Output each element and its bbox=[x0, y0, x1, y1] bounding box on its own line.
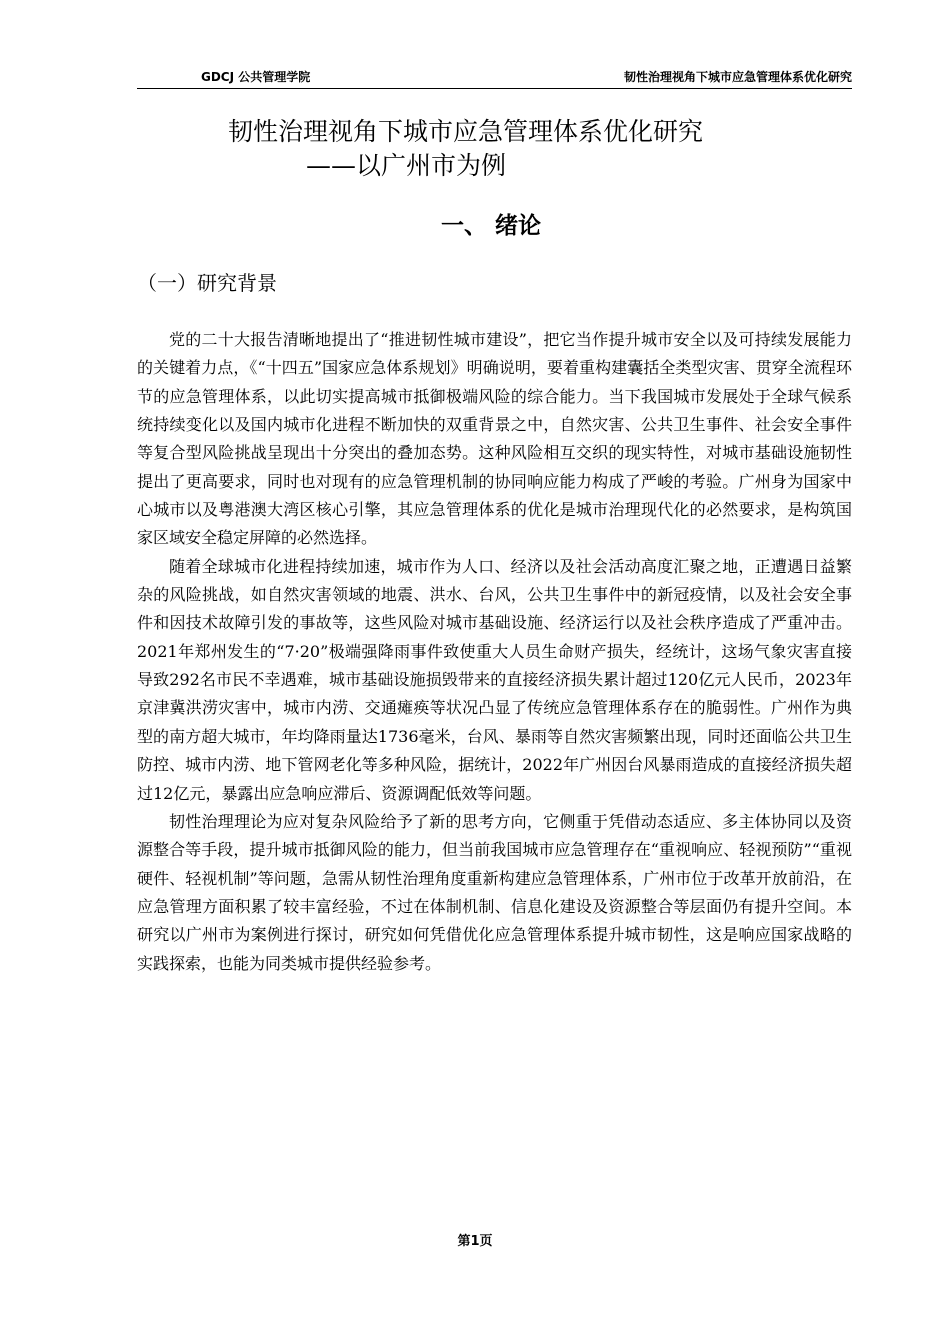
paper-title-main: 韧性治理视角下城市应急管理体系优化研究 bbox=[228, 117, 704, 146]
paper-title-subtitle: ——以广州市为例 bbox=[306, 151, 507, 180]
page-number: 第1页 bbox=[457, 1234, 493, 1249]
chapter-heading-text: 一、 绪论 bbox=[441, 213, 542, 239]
running-header bbox=[137, 66, 852, 89]
paragraph-1: 党的二十大报告清晰地提出了“推进韧性城市建设”，把它当作提升城市安全以及可持续发展能力的关键着力点，《“十四五”国家应急体系规划》明确说明，要着重构建囊括全类型灾害、贯穿全流程环节的应急管理体系，以此切实提高城市抵御极端风险的综合能力。当下我国城市发展处于全球气候系统持续变化以及国内城市化进程不断加快的双重背景之中，自然灾害、公共卫生事件、社会安全事件等复合型风险挑战呈现出十分突出的叠加态势。这种风险相互交织的现实特性，对城市基础设施韧性提出了更高要求，同时也对现有的应急管理机制的协同响应能力构成了严峻的考验。广州身为国家中心城市以及粤港澳大湾区核心引擎，其应急管理体系的优化是城市治理现代化的必然要求，是构筑国家区域安全稳定屏障的必然选择。 bbox=[137, 330, 852, 548]
header-paper-title: 韧性治理视角下城市应急管理体系优化研究 bbox=[623, 70, 852, 84]
body-text bbox=[137, 326, 852, 978]
paragraph-3: 韧性治理理论为应对复杂风险给予了新的思考方向，它侧重于凭借动态适应、多主体协同以及资源整合等手段，提升城市抵御风险的能力，但当前我国城市应急管理存在“重视响应、轻视预防”“重视硬件、轻视机制”等问题，急需从韧性治理角度重新构建应急管理体系，广州市位于改革开放前沿，在应急管理方面积累了较丰富经验，不过在体制机制、信息化建设及资源整合等层面仍有提升空间。本研究以广州市为案例进行探讨，研究如何凭借优化应急管理体系提升城市韧性，这是响应国家战略的实践探索，也能为同类城市提供经验参考。 bbox=[137, 811, 852, 973]
section-heading: （一）研究背景 bbox=[137, 271, 277, 295]
header-institution: GDCJ 公共管理学院 bbox=[201, 70, 311, 84]
paragraph-2: 随着全球城市化进程持续加速，城市作为人口、经济以及社会活动高度汇聚之地，正遭遇日益繁杂的风险挑战，如自然灾害领域的地震、洪水、台风，公共卫生事件中的新冠疫情，以及社会安全事件和因技术故障引发的事故等，这些风险对城市基础设施、经济运行以及社会秩序造成了严重冲击。2021年郑州发生的“7·20”极端强降雨事件致使重大人员生命财产损失，经统计，这场气象灾害直接导致292名市民不幸遇难，城市基础设施损毁带来的直接经济损失累计超过120亿元人民币，2023年京津冀洪涝灾害中，城市内涝、交通瘫痪等状况凸显了传统应急管理体系存在的脆弱性。广州作为典型的南方超大城市，年均降雨量达1736毫米，台风、暴雨等自然灾害频繁出现，同时还面临公共卫生防控、城市内涝、地下管网老化等多种风险，据统计，2022年广州因台风暴雨造成的直接经济损失超过12亿元，暴露出应急响应滞后、资源调配低效等问题。 bbox=[137, 556, 852, 803]
